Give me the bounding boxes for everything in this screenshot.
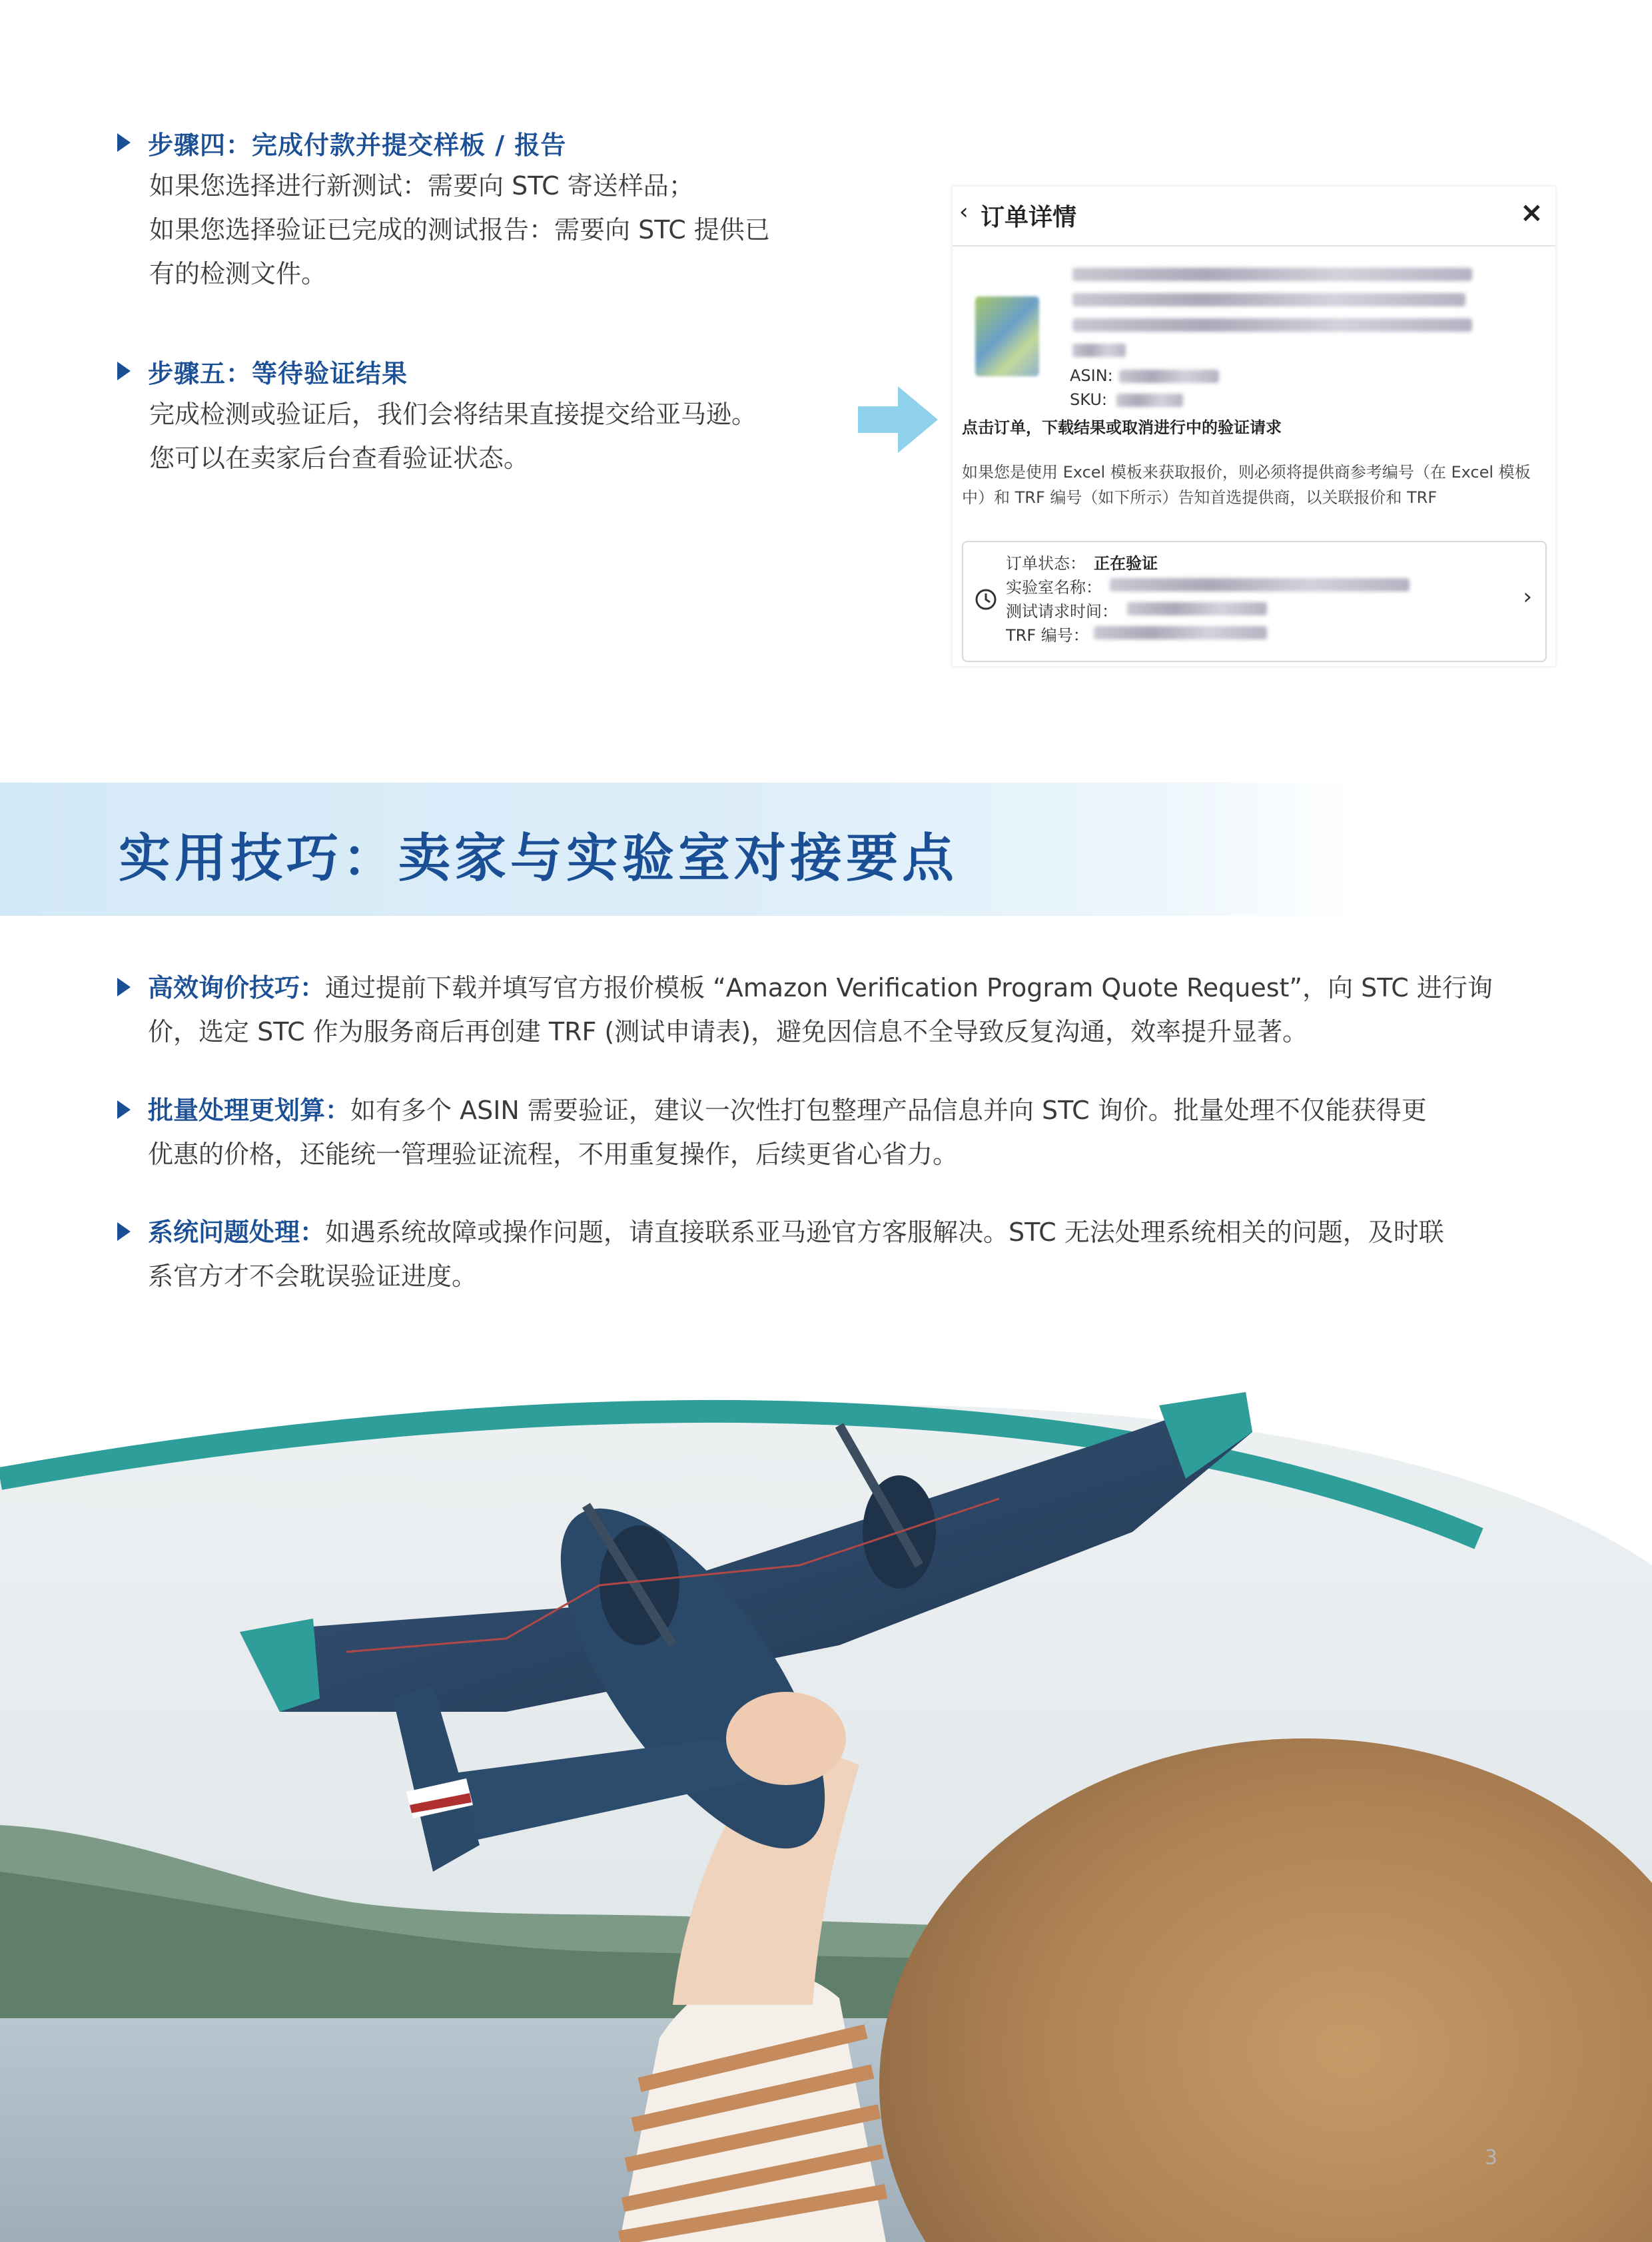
triangle-bullet-icon [117, 362, 131, 380]
tip-label: 高效询价技巧： [148, 973, 326, 1002]
trf-label: TRF 编号： [1006, 626, 1089, 645]
tip-efficient-quote [117, 966, 1549, 1054]
step-body [149, 164, 843, 296]
redacted-trf-number [1094, 626, 1267, 639]
redacted-product-name [1072, 268, 1472, 281]
close-icon[interactable]: × [1519, 196, 1543, 228]
arrow-right-icon [858, 386, 938, 453]
redacted-product-name [1072, 344, 1126, 357]
status-label: 订单状态： [1006, 554, 1086, 573]
step-line: 您可以在卖家后台查看验证状态。 [149, 444, 530, 473]
triangle-bullet-icon [117, 1222, 131, 1241]
request-time-label: 测试请求时间： [1006, 602, 1118, 621]
order-status-card[interactable] [962, 541, 1547, 662]
step-4 [117, 121, 843, 296]
triangle-bullet-icon [117, 133, 131, 152]
instruction-text: 点击订单，下载结果或取消进行中的验证请求 [962, 418, 1282, 437]
step-line: 如果您选择验证已完成的测试报告：需要向 STC 提供已 [149, 215, 770, 244]
step-5 [117, 350, 843, 480]
step-body [149, 392, 843, 480]
step-line: 有的检测文件。 [149, 259, 327, 288]
tip-line: 系官方才不会耽误验证进度。 [148, 1262, 478, 1291]
step-line: 如果您选择进行新测试：需要向 STC 寄送样品； [149, 171, 694, 200]
redacted-lab-name [1110, 578, 1410, 591]
tip-label: 系统问题处理： [148, 1218, 326, 1247]
tip-line: 如有多个 ASIN 需要验证，建议一次性打包整理产品信息并向 STC 询价。批量处理不仅能获得更 [350, 1096, 1427, 1125]
order-details-panel [953, 187, 1555, 666]
status-value: 正在验证 [1094, 554, 1158, 573]
tip-line: 价，选定 STC 作为服务商后再创建 TRF (测试申请表)，避免因信息不全导致反复沟通，效率提升显著。 [148, 1017, 1308, 1046]
tip-line: 如遇系统故障或操作问题，请直接联系亚马逊官方客服解决。STC 无法处理系统相关的问题，及时联 [325, 1218, 1444, 1247]
lab-label: 实验室名称： [1006, 578, 1102, 597]
redacted-asin [1119, 370, 1219, 383]
child-with-toy-plane-photo [0, 1365, 1652, 2242]
redacted-product-name [1072, 318, 1472, 332]
clock-icon [974, 587, 998, 611]
chevron-right-icon[interactable]: › [1523, 583, 1532, 610]
chevron-left-icon[interactable]: ‹ [959, 198, 969, 225]
redacted-sku [1116, 394, 1183, 407]
section-title: 实用技巧：卖家与实验室对接要点 [119, 829, 959, 889]
step-line: 完成检测或验证后，我们会将结果直接提交给亚马逊。 [149, 400, 757, 429]
tip-system-issues [117, 1210, 1549, 1298]
asin-label: ASIN: [1070, 366, 1113, 385]
tip-label: 批量处理更划算： [148, 1096, 351, 1125]
tip-line: 优惠的价格，还能统一管理验证流程，不用重复操作，后续更省心省力。 [148, 1140, 959, 1169]
step-title: 步骤五：等待验证结果 [148, 358, 408, 388]
step-title: 步骤四：完成付款并提交样板 / 报告 [148, 130, 567, 160]
sku-label: SKU: [1070, 390, 1107, 409]
triangle-bullet-icon [117, 1100, 131, 1119]
product-thumbnail [975, 296, 1039, 376]
triangle-bullet-icon [117, 978, 131, 996]
redacted-product-name [1072, 293, 1465, 306]
page-number: 3 [1484, 2146, 1497, 2169]
excel-note: 如果您是使用 Excel 模板来获取报价，则必须将提供商参考编号（在 Excel 模板中）和 TRF 编号（如下所示）告知首选提供商，以关联报价和 TRF [962, 463, 1531, 507]
tip-line: 通过提前下载并填写官方报价模板 “Amazon Verification Program Quote Request”，向 STC 进行询 [325, 973, 1493, 1002]
tip-batch-processing [117, 1088, 1549, 1176]
redacted-request-time [1127, 602, 1267, 615]
panel-header [953, 187, 1555, 246]
panel-title: 订单详情 [981, 204, 1077, 231]
